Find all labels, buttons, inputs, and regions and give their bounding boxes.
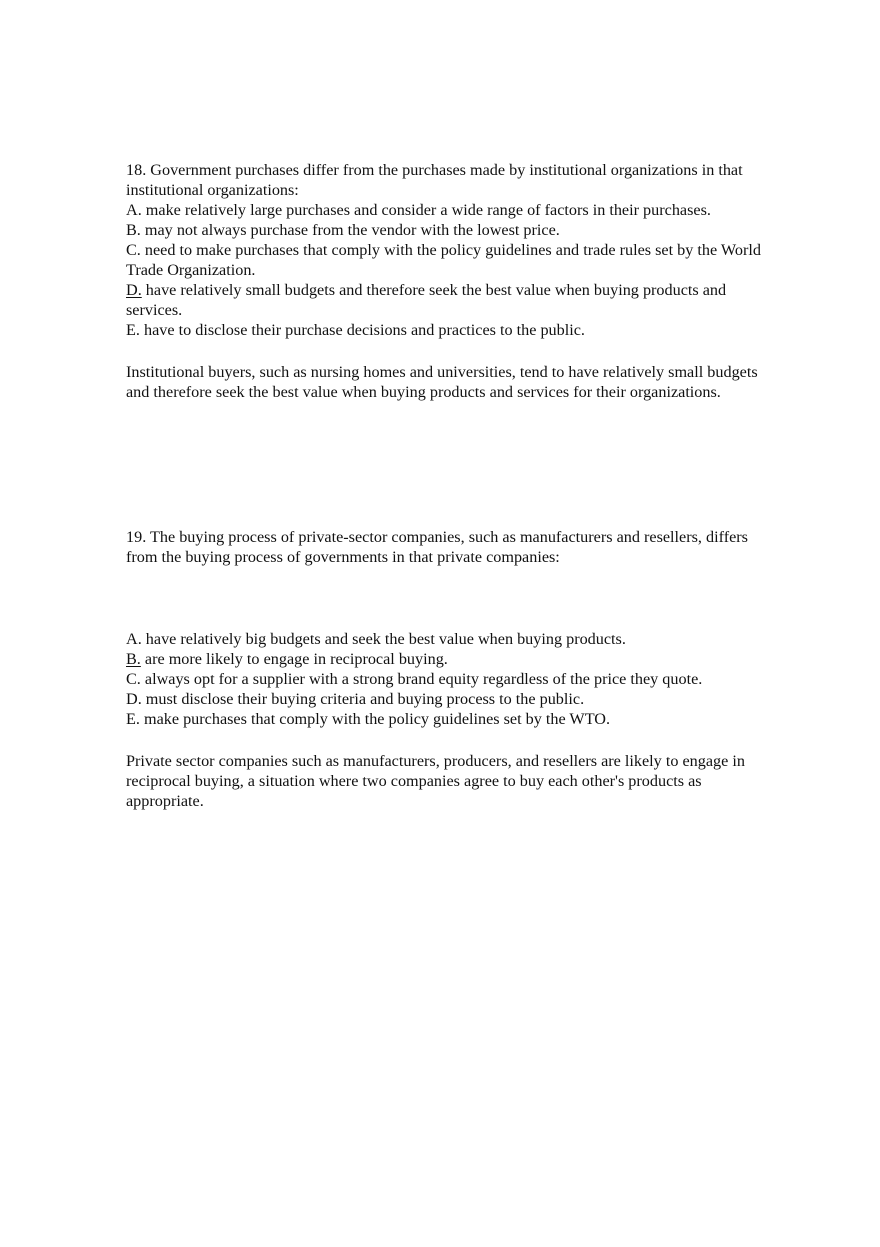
- answer-choice-b: [126, 649, 776, 669]
- answer-choices: [126, 629, 776, 729]
- question-text: Government purchases differ from the purchases made by institutional organizations in that institutional organizations:: [126, 161, 743, 199]
- choice-letter: B.: [126, 221, 141, 239]
- answer-choice-e: [126, 320, 776, 340]
- question-stem: [126, 527, 776, 567]
- question-number: 18.: [126, 161, 147, 179]
- question-number: 19.: [126, 528, 147, 546]
- choice-text: always opt for a supplier with a strong brand equity regardless of the price they quote.: [144, 670, 703, 688]
- question-text: The buying process of private-sector companies, such as manufacturers and resellers, differs from the buying process of governments in that private companies:: [126, 528, 748, 566]
- choice-text: have to disclose their purchase decisions and practices to the public.: [143, 321, 585, 339]
- choice-text: make relatively large purchases and consider a wide range of factors in their purchases.: [145, 201, 711, 219]
- answer-choice-c: [126, 240, 776, 280]
- answer-explanation: Private sector companies such as manufacturers, producers, and resellers are likely to engage in reciprocal buying, a situation where two companies agree to buy each other's products as appropriate.: [126, 752, 745, 810]
- correct-choice-letter: B.: [126, 650, 141, 668]
- choice-letter: E.: [126, 710, 140, 728]
- choice-text: may not always purchase from the vendor with the lowest price.: [144, 221, 560, 239]
- answer-choices: [126, 200, 776, 340]
- choice-letter: C.: [126, 241, 141, 259]
- choice-text: have relatively small budgets and therefore seek the best value when buying products and services.: [126, 281, 727, 319]
- answer-choice-d: [126, 280, 776, 320]
- answer-choice-d: [126, 689, 776, 709]
- question-stem: [126, 160, 776, 200]
- answer-choice-b: [126, 220, 776, 240]
- choice-text: need to make purchases that comply with the policy guidelines and trade rules set by the World Trade Organization.: [126, 241, 761, 279]
- answer-explanation: Institutional buyers, such as nursing homes and universities, tend to have relatively small budgets and therefore seek the best value when buying products and services for their organizations.: [126, 363, 758, 401]
- choice-letter: A.: [126, 201, 142, 219]
- answer-choice-e: [126, 709, 776, 729]
- choice-letter: C.: [126, 670, 141, 688]
- choice-letter: A.: [126, 630, 142, 648]
- answer-choice-a: [126, 200, 776, 220]
- correct-choice-letter: D.: [126, 281, 142, 299]
- choice-text: must disclose their buying criteria and buying process to the public.: [145, 690, 585, 708]
- answer-choice-a: [126, 629, 776, 649]
- choice-text: make purchases that comply with the policy guidelines set by the WTO.: [143, 710, 611, 728]
- choice-letter: E.: [126, 321, 140, 339]
- question-19: [126, 527, 776, 811]
- answer-choice-c: [126, 669, 776, 689]
- choice-text: are more likely to engage in reciprocal buying.: [144, 650, 448, 668]
- choice-letter: D.: [126, 690, 142, 708]
- choice-text: have relatively big budgets and seek the best value when buying products.: [145, 630, 626, 648]
- question-18: [126, 160, 776, 402]
